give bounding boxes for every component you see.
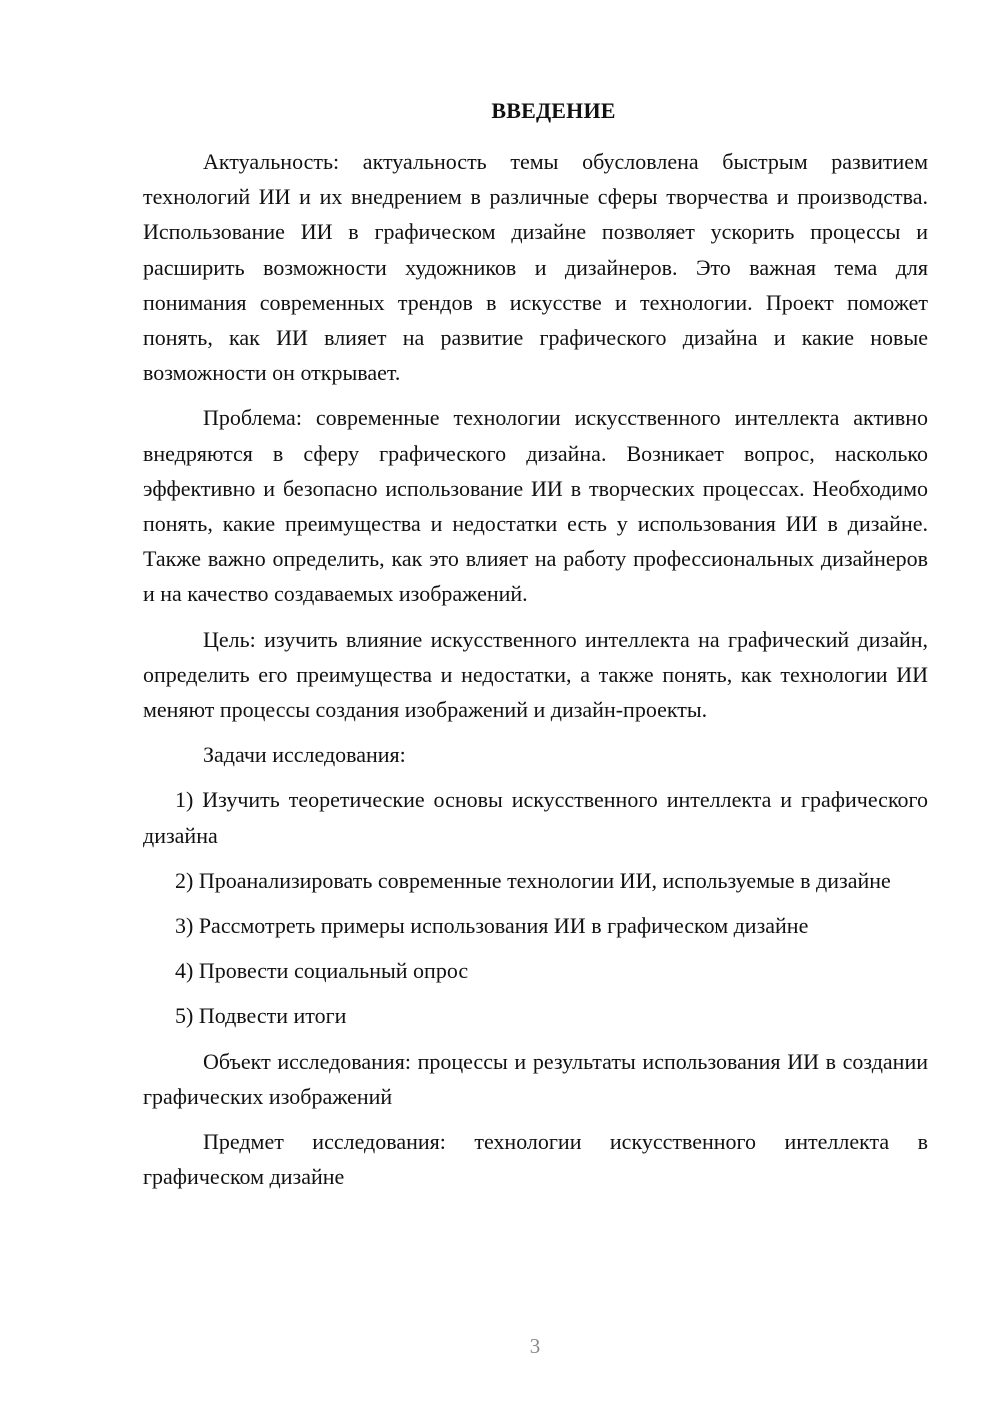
problem-paragraph: Проблема: современные технологии искусственного интеллекта активно внедряются в сферу графического дизайна. Возникает вопрос, насколько эффективно и безопасно использование ИИ в творческих процессах. Необходимо понять, какие преимущества и недостатки есть у использования ИИ в дизайне. Также важно определить, как это влияет на работу профессиональных дизайнеров и на качество создаваемых изображений. — [143, 405, 928, 607]
page-title: ВВЕДЕНИЕ — [491, 98, 616, 123]
subject-paragraph: Предмет исследования: технологии искусственного интеллекта в графическом дизайне — [143, 1129, 928, 1190]
relevance-paragraph: Актуальность: актуальность темы обусловлена быстрым развитием технологий ИИ и их внедрением в различные сферы творчества и производства. Использование ИИ в графическом дизайне позволяет ускорить процессы и расширить возможности художников и дизайнеров. Это важная тема для понимания современных трендов в искусстве и технологии. Проект поможет понять, как ИИ влияет на развитие графического дизайна и какие новые возможности он открывает. — [143, 149, 928, 386]
list-item: 4) Провести социальный опрос — [175, 958, 469, 984]
list-item: 1) Изучить теоретические основы искусственного интеллекта и графического дизайна — [143, 787, 928, 848]
goal-paragraph: Цель: изучить влияние искусственного интеллекта на графический дизайн, определить его преимущества и недостатки, а также понять, как технологии ИИ меняют процессы создания изображений и дизайн-проекты. — [143, 626, 928, 723]
list-item: 5) Подвести итоги — [175, 1003, 347, 1029]
tasks-heading: Задачи исследования: — [203, 742, 406, 768]
tasks-list — [143, 782, 928, 1033]
object-paragraph: Объект исследования: процессы и результаты использования ИИ в создании графических изображений — [143, 1048, 928, 1109]
list-item: 3) Рассмотреть примеры использования ИИ в графическом дизайне — [175, 913, 809, 939]
page-number: 3 — [529, 1334, 541, 1358]
list-item: 2) Проанализировать современные технологии ИИ, используемые в дизайне — [175, 867, 891, 893]
